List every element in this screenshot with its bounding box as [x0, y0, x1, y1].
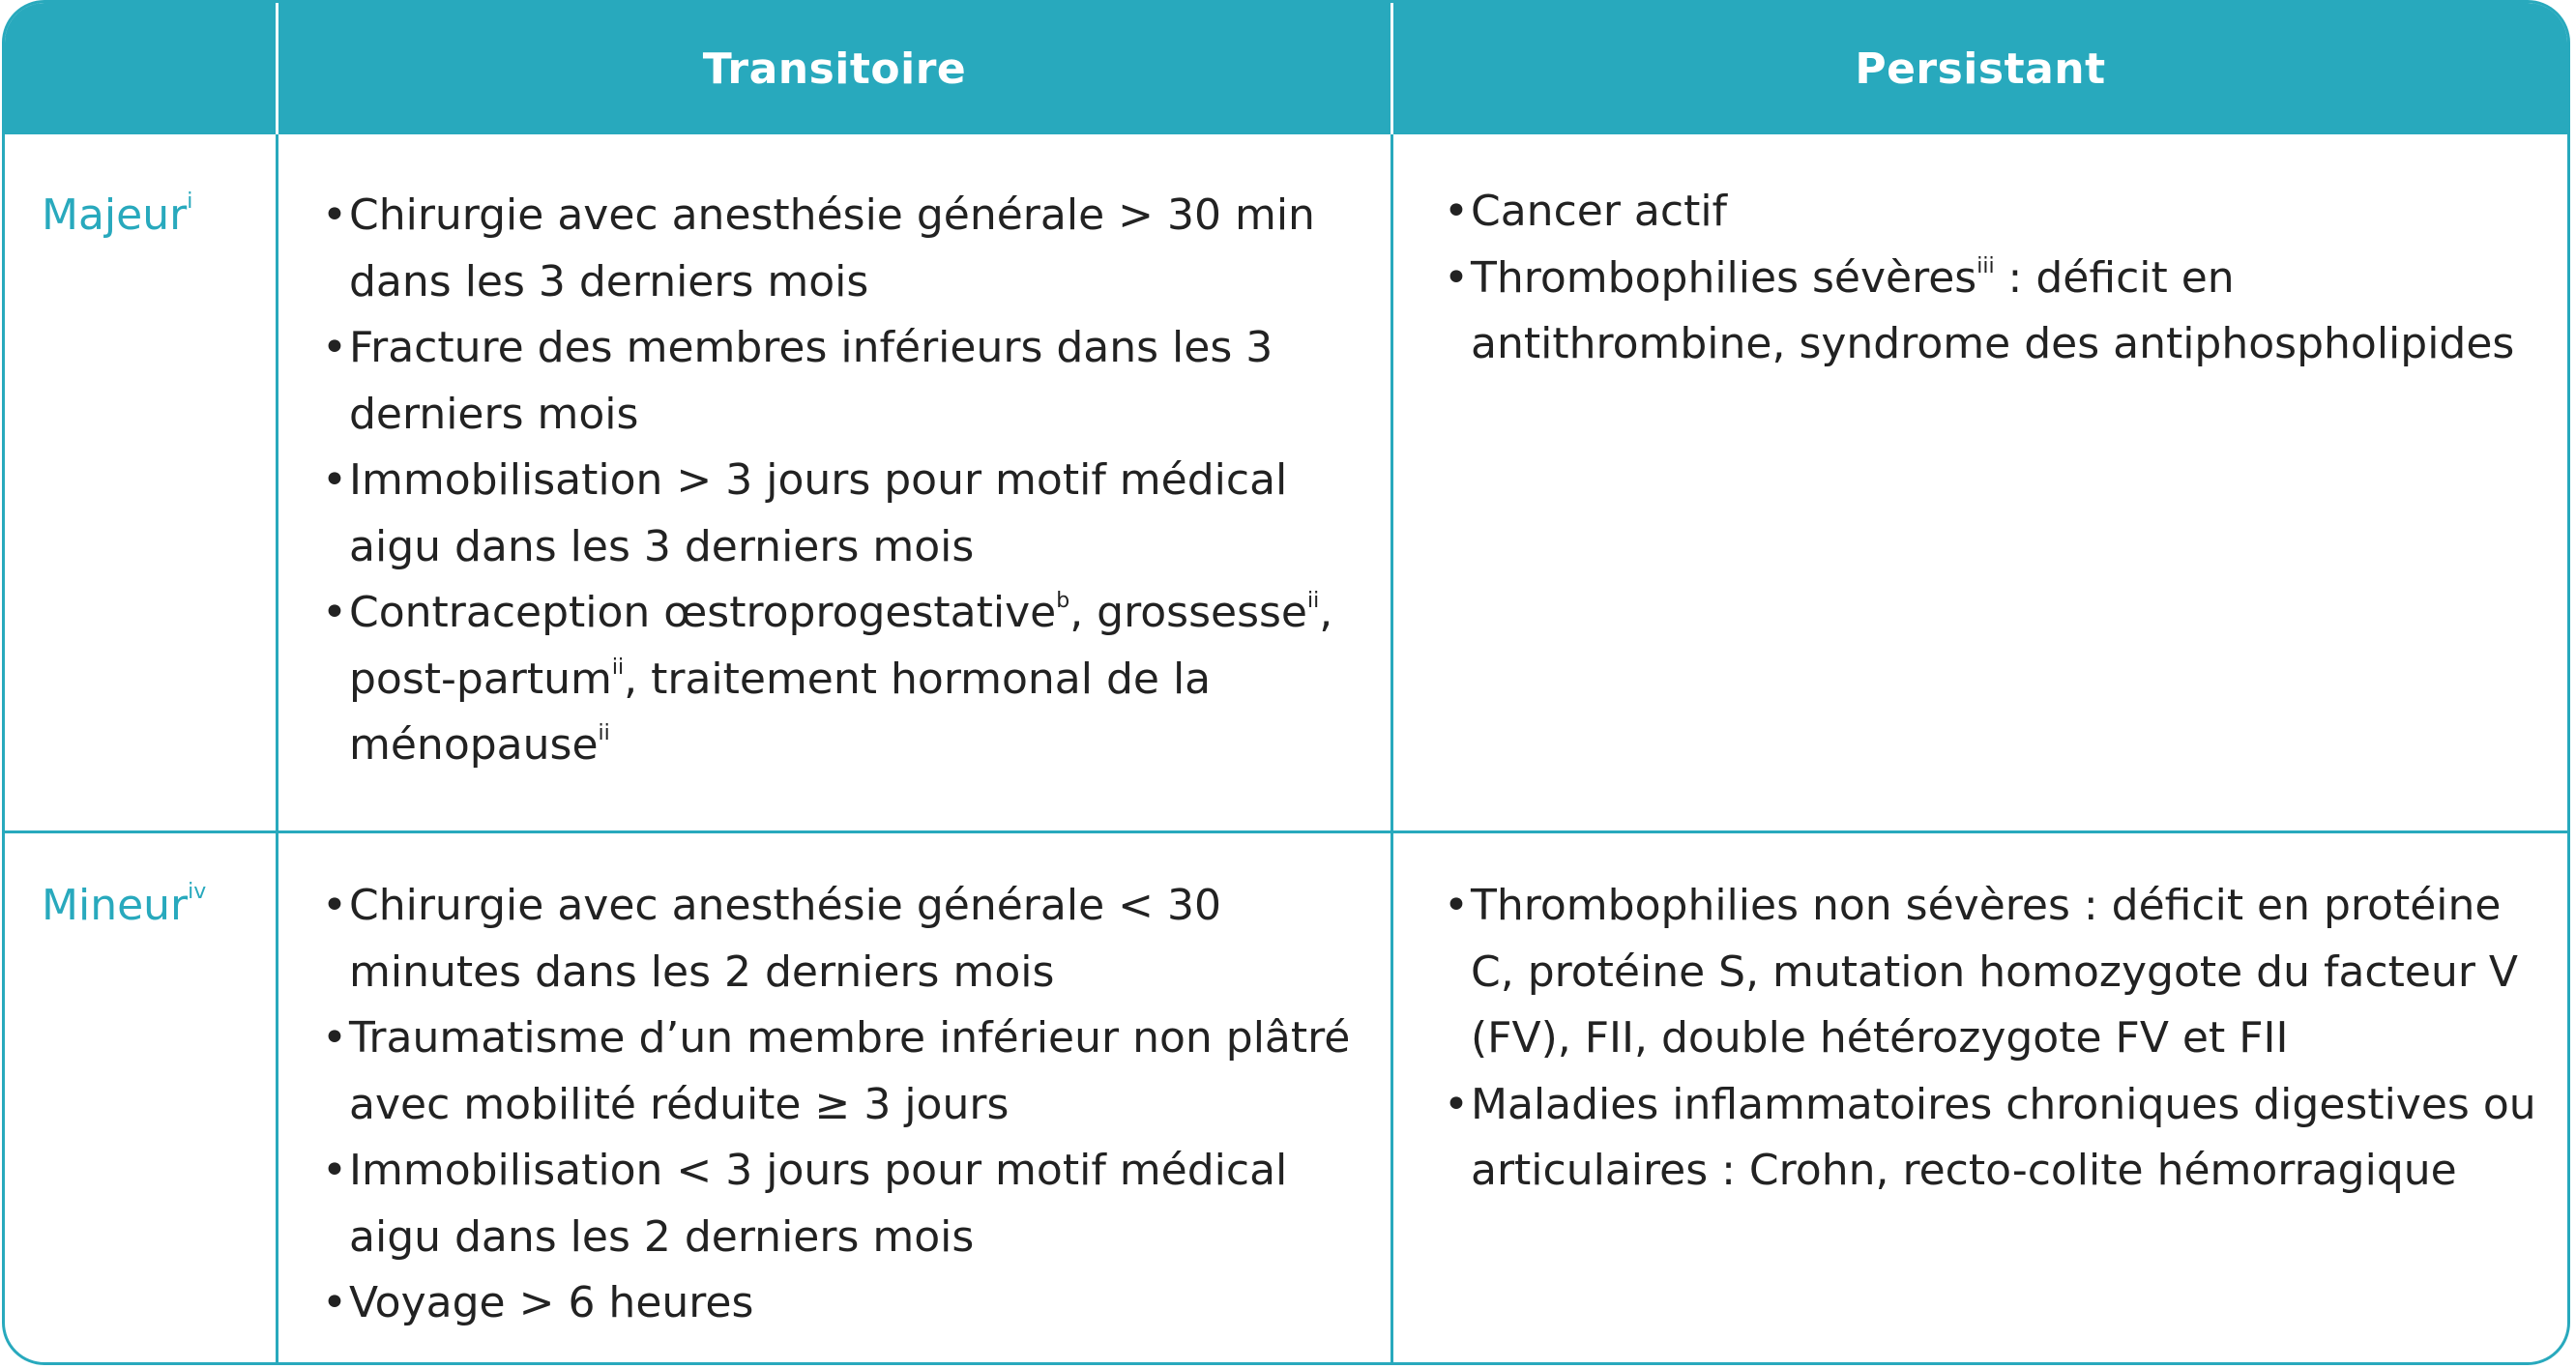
list-item: • Cancer actif: [1446, 179, 2558, 246]
list-item: • Immobilisation > 3 jours pour motif médical aigu dans les 3 derniers mois: [324, 448, 1363, 580]
list-item: • Fracture des membres inférieurs dans les 3 derniers mois: [324, 315, 1363, 448]
item-text-fragment: , post-partum: [349, 588, 1333, 704]
list-item: [324, 580, 1363, 779]
table-header-row: [5, 3, 2567, 134]
item-text-fragment: , grossesse: [1069, 588, 1307, 637]
footnote-marker: iii: [1976, 253, 1995, 278]
list-item: • Maladies inflammatoires chroniques digestives ou articulaires : Crohn, recto-colite hémorragique: [1446, 1072, 2558, 1205]
cell-majeur-transitoire: [324, 183, 1363, 779]
item-text-fragment: Thrombophilies sévères: [1471, 252, 1977, 303]
cell-majeur-persistant: [1446, 179, 2558, 378]
header-divider-2: [1390, 3, 1393, 134]
row-divider: [5, 830, 2567, 833]
list-item: [1446, 246, 2558, 378]
row-label-mineur-sup: iv: [188, 880, 207, 904]
header-corner-cell: [5, 3, 276, 134]
list-item: • Thrombophilies non sévères : déficit en protéine C, protéine S, mutation homozygote du facteur V (FV), FII, double hétérozygote FV et FII: [1446, 873, 2558, 1072]
list-item: • Chirurgie avec anesthésie générale < 30 minutes dans les 2 derniers mois: [324, 873, 1363, 1005]
item-text-fragment: , traitement hormonal de la ménopause: [349, 654, 1212, 770]
list-item: • Immobilisation < 3 jours pour motif médical aigu dans les 2 derniers mois: [324, 1138, 1363, 1270]
column-divider-2: [1390, 134, 1393, 1362]
footnote-marker: b: [1056, 589, 1070, 613]
cell-mineur-transitoire: [324, 873, 1363, 1337]
cell-mineur-persistant: [1446, 873, 2558, 1205]
footnote-marker: ii: [611, 655, 625, 680]
row-label-mineur: [42, 873, 206, 939]
list-item: • Chirurgie avec anesthésie générale > 30 min dans les 3 derniers mois: [324, 183, 1363, 315]
item-text-fragment: : déficit en antithrombine, syndrome des antiphospholipides: [1471, 252, 2515, 368]
footnote-marker: ii: [598, 721, 610, 745]
risk-factor-table: [2, 0, 2570, 1365]
header-transitoire: Transitoire: [702, 44, 967, 94]
footnote-marker: ii: [1306, 589, 1320, 613]
item-text-fragment: Contraception œstroprogestative: [349, 588, 1057, 637]
list-item: • Voyage > 6 heures: [324, 1270, 1363, 1337]
row-label-majeur-sup: i: [187, 189, 193, 214]
row-label-majeur-text: Majeur: [42, 190, 188, 240]
row-label-mineur-text: Mineur: [42, 881, 189, 930]
row-label-majeur: [42, 183, 192, 248]
header-persistant: Persistant: [1855, 44, 2106, 94]
list-item: • Traumatisme d’un membre inférieur non plâtré avec mobilité réduite ≥ 3 jours: [324, 1005, 1363, 1138]
header-divider-1: [276, 3, 278, 134]
column-divider-1: [276, 134, 278, 1362]
